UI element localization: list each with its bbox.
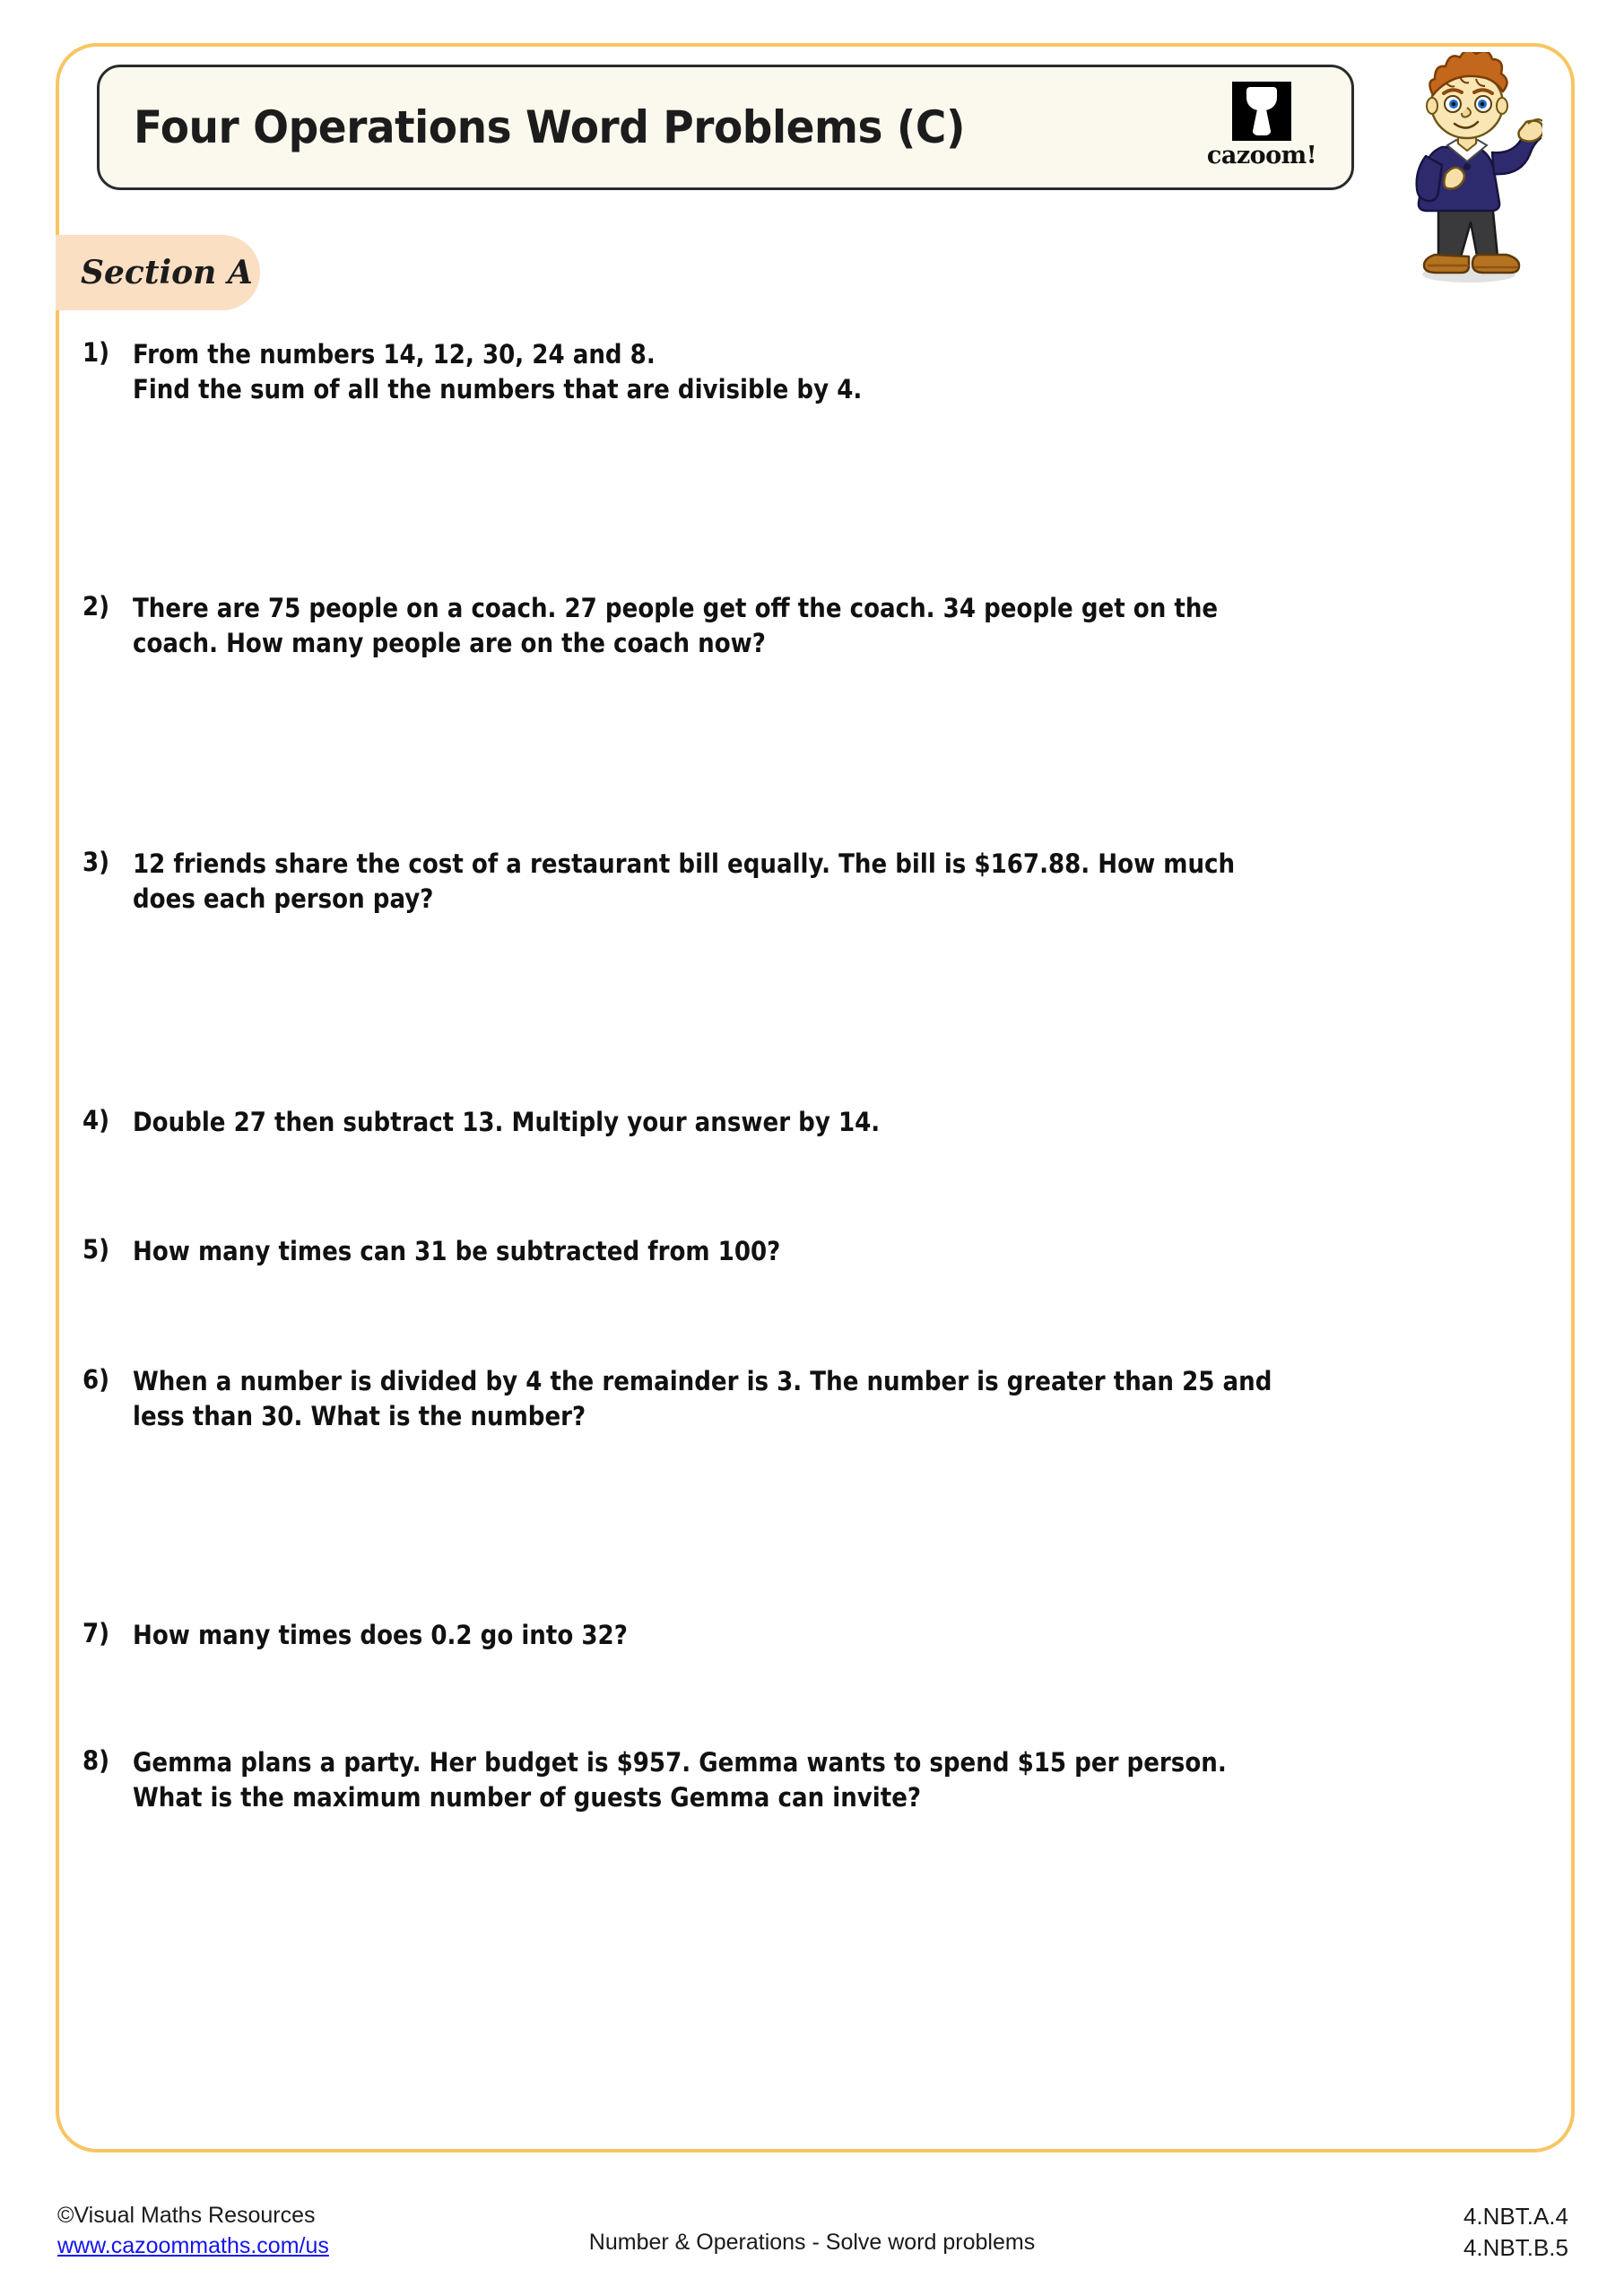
- copyright-text: ©Visual Maths Resources: [57, 2203, 316, 2228]
- footer-standards-block: [1463, 2201, 1568, 2264]
- question-item: [83, 1745, 1526, 1814]
- question-item: [83, 591, 1526, 660]
- question-line-1: 12 friends share the cost of a restaurant bill equally. The bill is $167.88. How much: [133, 848, 1236, 879]
- question-line-1: How many times does 0.2 go into 32?: [133, 1620, 628, 1650]
- question-line-2: coach. How many people are on the coach now?: [133, 627, 766, 658]
- question-number: 8): [83, 1745, 110, 1776]
- standard-code-2: 4.NBT.B.5: [1463, 2234, 1568, 2262]
- question-line-1: There are 75 people on a coach. 27 people get off the coach. 34 people get on the: [133, 593, 1219, 623]
- title-banner: [97, 65, 1354, 190]
- question-text: [133, 1364, 1489, 1433]
- question-line-1: From the numbers 14, 12, 30, 24 and 8.: [133, 339, 656, 370]
- question-number: 6): [83, 1364, 110, 1395]
- question-number: 5): [83, 1234, 110, 1265]
- question-item: [83, 1105, 1526, 1140]
- question-text: [133, 1745, 1489, 1814]
- section-label: Section A: [81, 254, 253, 291]
- question-number: 3): [83, 847, 110, 877]
- question-item: [83, 1618, 1526, 1653]
- question-line-1: Gemma plans a party. Her budget is $957. Gemma wants to spend $15 per person.: [133, 1747, 1227, 1778]
- question-text: [133, 1105, 1489, 1140]
- question-line-2: What is the maximum number of guests Gemma can invite?: [133, 1781, 922, 1813]
- cazoom-wordmark: cazoom!: [1206, 142, 1317, 170]
- question-item: [83, 1234, 1526, 1269]
- question-line-2: Find the sum of all the numbers that are divisible by 4.: [133, 373, 863, 404]
- question-item: [83, 337, 1526, 406]
- question-line-2: does each person pay?: [133, 883, 434, 914]
- question-number: 1): [83, 337, 110, 368]
- question-text: [133, 1618, 1489, 1653]
- question-line-1: How many times can 31 be subtracted from 100?: [133, 1236, 781, 1266]
- footer-topic-text: Number & Operations - Solve word problems: [588, 2230, 1036, 2255]
- cazoom-hourglass-icon: [1232, 82, 1291, 141]
- standard-code-1: 4.NBT.A.4: [1463, 2203, 1568, 2230]
- cazoom-website-link[interactable]: www.cazoommaths.com/us: [57, 2232, 329, 2258]
- question-text: [133, 847, 1489, 916]
- mascot-boy-illustration: [1392, 52, 1542, 287]
- page-footer: [0, 2187, 1624, 2285]
- question-item: [83, 847, 1526, 916]
- question-line-1: Double 27 then subtract 13. Multiply your answer by 14.: [133, 1107, 881, 1137]
- question-text: [133, 1234, 1489, 1269]
- question-item: [83, 1364, 1526, 1433]
- question-number: 7): [83, 1618, 110, 1648]
- question-text: [133, 337, 1489, 406]
- page-title: Four Operations Word Problems (C): [134, 101, 965, 153]
- cazoom-logo: [1195, 80, 1328, 180]
- question-line-2: less than 30. What is the number?: [133, 1400, 586, 1431]
- question-line-1: When a number is divided by 4 the remainder is 3. The number is greater than 25 and: [133, 1366, 1272, 1396]
- question-number: 4): [83, 1105, 110, 1135]
- question-number: 2): [83, 591, 110, 622]
- question-text: [133, 591, 1489, 660]
- section-badge: [56, 235, 260, 310]
